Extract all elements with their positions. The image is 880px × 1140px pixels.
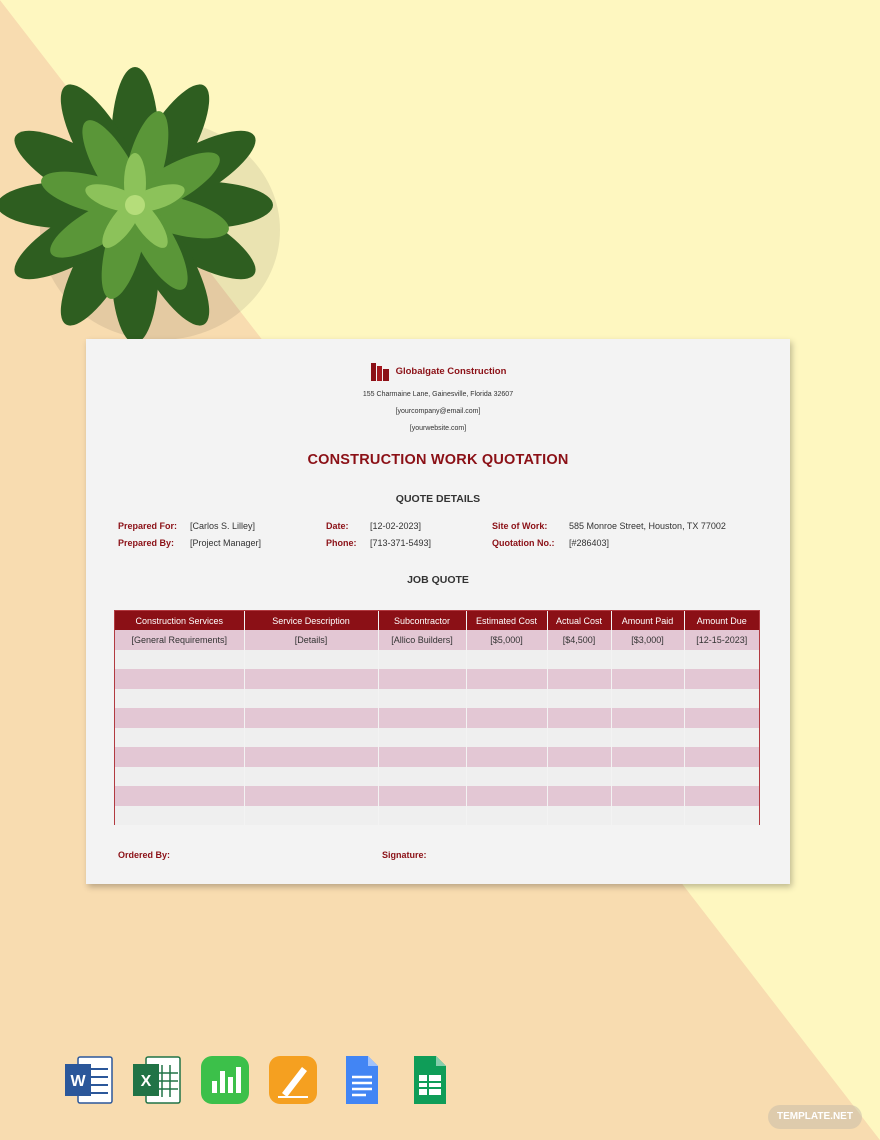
table-cell[interactable] (466, 650, 547, 670)
table-cell[interactable] (684, 708, 759, 728)
date-value: [12-02-2023] (370, 521, 422, 531)
google-sheets-icon[interactable] (404, 1055, 454, 1105)
table-cell[interactable] (611, 786, 684, 806)
quote-details-heading: QUOTE DETAILS (395, 493, 481, 505)
table-cell[interactable] (684, 767, 759, 787)
table-cell[interactable] (244, 650, 378, 670)
company-address: 155 Charmaine Lane, Gainesville, Florida 32607 (362, 391, 514, 398)
table-cell[interactable] (611, 767, 684, 787)
table-cell[interactable] (378, 806, 466, 826)
ordered-by-label: Ordered By: (118, 850, 171, 860)
table-cell[interactable]: [12-15-2023] (684, 630, 759, 650)
table-cell[interactable] (547, 747, 611, 767)
table-cell[interactable] (244, 806, 378, 826)
prepared-by-value: [Project Manager] (190, 538, 262, 548)
table-cell[interactable] (115, 728, 244, 748)
phone-label: Phone: (326, 538, 357, 548)
table-cell[interactable] (378, 650, 466, 670)
prepared-for-value: [Carlos S. Lilley] (190, 521, 256, 531)
table-cell[interactable] (466, 767, 547, 787)
table-cell[interactable] (611, 650, 684, 670)
table-cell[interactable] (547, 767, 611, 787)
table-cell[interactable] (684, 728, 759, 748)
table-cell[interactable] (611, 728, 684, 748)
column-header: Service Description (244, 611, 378, 630)
table-cell[interactable] (115, 708, 244, 728)
table-cell[interactable] (244, 708, 378, 728)
table-cell[interactable] (378, 728, 466, 748)
app-icon-row (64, 1055, 454, 1105)
site-of-work-label: Site of Work: (492, 521, 548, 531)
quotation-no-label: Quotation No.: (492, 538, 555, 548)
table-cell[interactable] (115, 786, 244, 806)
table-cell[interactable] (611, 806, 684, 826)
table-cell[interactable] (115, 650, 244, 670)
company-header (86, 361, 790, 386)
table-cell[interactable] (244, 767, 378, 787)
table-cell[interactable] (115, 806, 244, 826)
table-cell[interactable] (378, 747, 466, 767)
svg-text:X: X (140, 1073, 152, 1090)
column-header: Construction Services (115, 611, 244, 630)
table-cell[interactable] (466, 786, 547, 806)
table-cell[interactable] (684, 747, 759, 767)
watermark-badge: TEMPLATE.NET (768, 1105, 862, 1129)
column-header: Amount Due (684, 611, 759, 630)
column-header: Subcontractor (378, 611, 466, 630)
table-cell[interactable] (378, 786, 466, 806)
table-row (115, 708, 759, 728)
phone-value: [713-371-5493] (370, 538, 432, 548)
table-cell[interactable] (115, 689, 244, 709)
table-cell[interactable] (244, 728, 378, 748)
table-cell[interactable] (378, 708, 466, 728)
building-logo-icon (370, 361, 390, 381)
google-docs-icon[interactable] (336, 1055, 386, 1105)
table-cell[interactable] (115, 747, 244, 767)
column-header: Actual Cost (547, 611, 611, 630)
table-row (115, 747, 759, 767)
numbers-icon[interactable] (200, 1055, 250, 1105)
table-cell[interactable] (466, 689, 547, 709)
quotation-no-value: [#286403] (569, 538, 610, 548)
column-header: Amount Paid (611, 611, 684, 630)
table-cell[interactable]: [Allico Builders] (378, 630, 466, 650)
table-row (115, 806, 759, 826)
signature-label: Signature: (382, 850, 427, 860)
quotation-document (86, 339, 790, 884)
table-cell[interactable]: [General Requirements] (115, 630, 244, 650)
job-quote-heading: JOB QUOTE (407, 574, 469, 586)
table-cell[interactable]: [$4,500] (547, 630, 611, 650)
table-cell[interactable] (466, 708, 547, 728)
table-cell[interactable] (115, 669, 244, 689)
table-cell[interactable] (378, 767, 466, 787)
table-row (115, 650, 759, 670)
table-cell[interactable] (547, 669, 611, 689)
table-cell[interactable] (547, 806, 611, 826)
table-cell[interactable] (611, 747, 684, 767)
job-quote-table (114, 610, 760, 825)
table-cell[interactable]: [$3,000] (611, 630, 684, 650)
word-icon[interactable] (64, 1055, 114, 1105)
document-title: CONSTRUCTION WORK QUOTATION (307, 452, 569, 468)
company-website: [yourwebsite.com] (409, 425, 467, 432)
table-cell[interactable] (244, 669, 378, 689)
table-cell[interactable] (244, 786, 378, 806)
succulent-plant-image (0, 55, 290, 355)
table-row (115, 728, 759, 748)
table-row (115, 689, 759, 709)
column-header: Estimated Cost (466, 611, 547, 630)
company-name: Globalgate Construction (395, 365, 507, 377)
table-cell[interactable] (244, 747, 378, 767)
table-cell[interactable] (684, 689, 759, 709)
table-cell[interactable] (611, 708, 684, 728)
table-cell[interactable] (547, 786, 611, 806)
table-cell[interactable] (684, 806, 759, 826)
table-cell[interactable] (684, 786, 759, 806)
prepared-by-label: Prepared By: (118, 538, 175, 548)
table-header-row (115, 611, 759, 630)
table-cell[interactable] (466, 747, 547, 767)
excel-icon[interactable] (132, 1055, 182, 1105)
table-cell[interactable] (378, 689, 466, 709)
table-row (115, 786, 759, 806)
table-cell[interactable] (684, 669, 759, 689)
table-cell[interactable] (244, 689, 378, 709)
table-cell[interactable] (466, 728, 547, 748)
table-cell[interactable] (547, 650, 611, 670)
table-row (115, 630, 759, 650)
site-of-work-value: 585 Monroe Street, Houston, TX 77002 (569, 521, 726, 531)
table-row (115, 767, 759, 787)
company-email: [yourcompany@email.com] (395, 408, 481, 415)
table-cell[interactable] (611, 669, 684, 689)
table-cell[interactable] (547, 708, 611, 728)
table-cell[interactable] (378, 669, 466, 689)
pages-icon[interactable] (268, 1055, 318, 1105)
table-cell[interactable] (466, 806, 547, 826)
table-cell[interactable] (611, 689, 684, 709)
table-cell[interactable]: [$5,000] (466, 630, 547, 650)
table-cell[interactable]: [Details] (244, 630, 378, 650)
table-cell[interactable] (115, 767, 244, 787)
table-cell[interactable] (547, 689, 611, 709)
prepared-for-label: Prepared For: (118, 521, 178, 531)
table-cell[interactable] (466, 669, 547, 689)
svg-text:W: W (70, 1073, 86, 1090)
table-cell[interactable] (684, 650, 759, 670)
table-row (115, 669, 759, 689)
date-label: Date: (326, 521, 349, 531)
table-cell[interactable] (547, 728, 611, 748)
